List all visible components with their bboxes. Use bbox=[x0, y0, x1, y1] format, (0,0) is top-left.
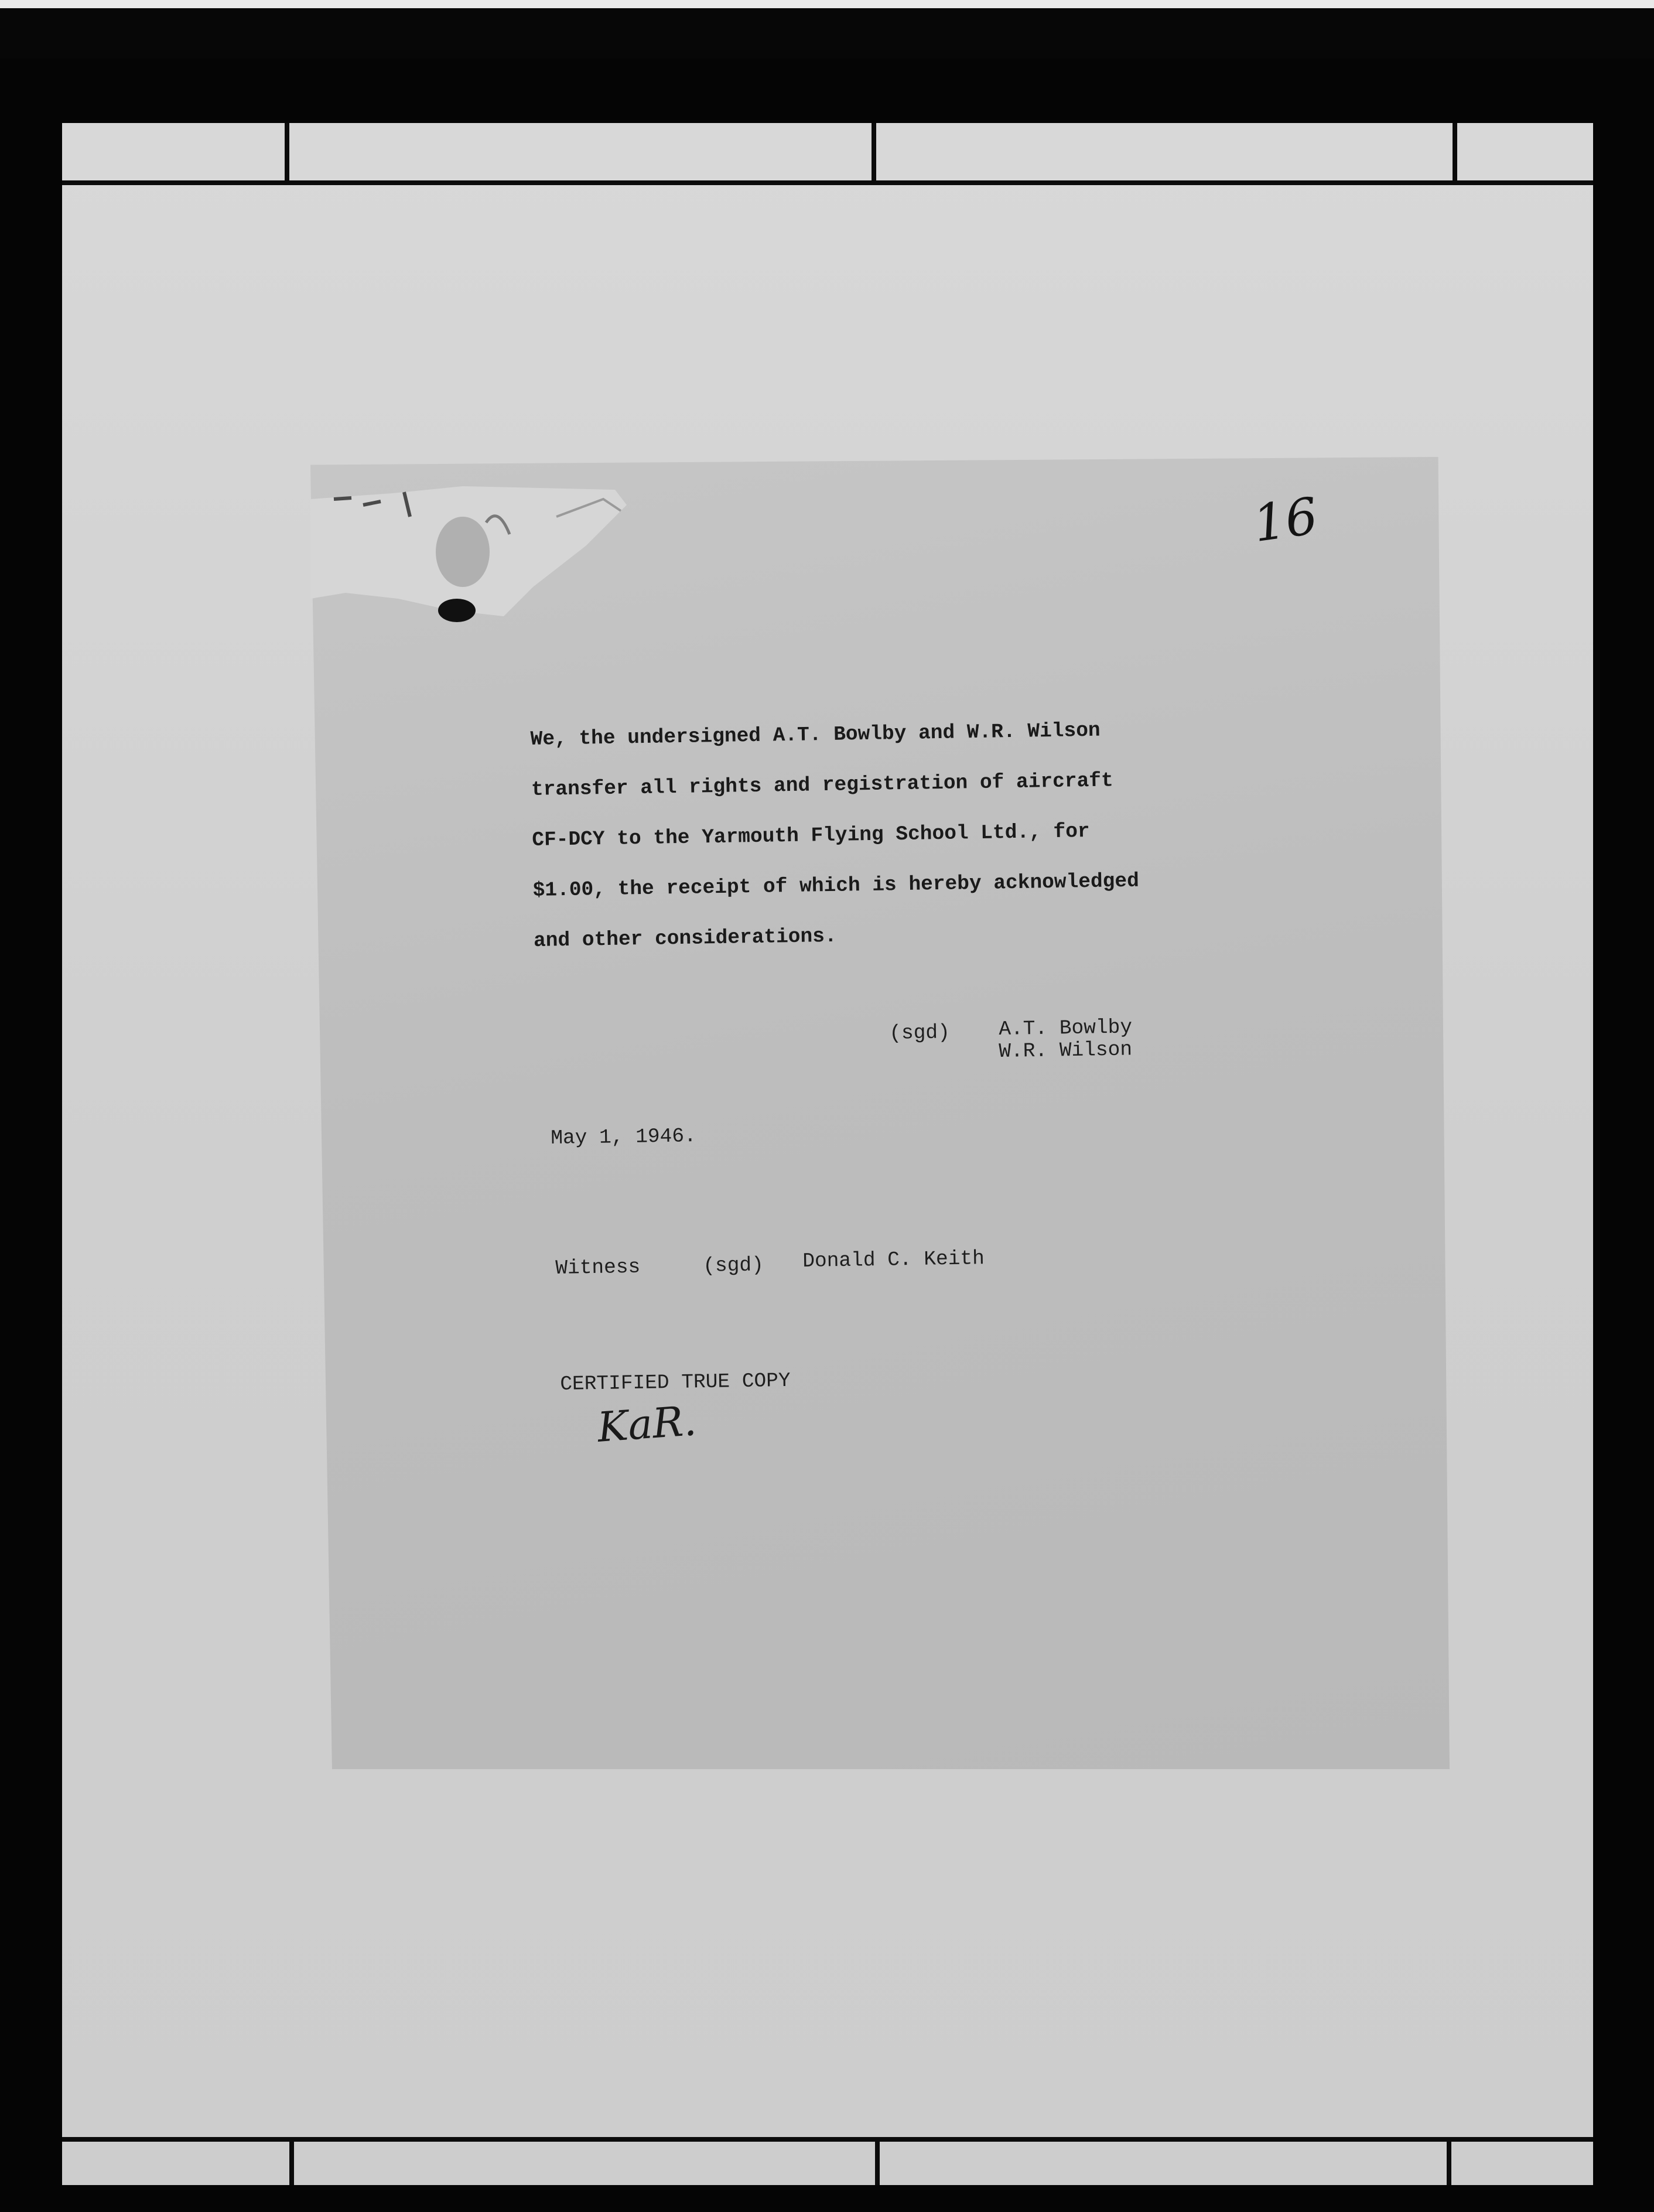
transfer-statement bbox=[530, 704, 1237, 967]
statement-line: $1.00, the receipt of which is hereby acknowledged bbox=[532, 869, 1140, 902]
statement-line: CF-DCY to the Yarmouth Flying School Ltd., for bbox=[532, 820, 1090, 852]
frame-tick bbox=[872, 123, 876, 182]
frame-tick bbox=[1447, 2138, 1451, 2185]
witness-label: Witness bbox=[555, 1255, 641, 1280]
certification-label: CERTIFIED TRUE COPY bbox=[560, 1369, 791, 1396]
film-edge bbox=[0, 0, 1654, 59]
frame-top-rule bbox=[62, 180, 1593, 185]
frame-tick bbox=[875, 2138, 880, 2185]
document-date: May 1, 1946. bbox=[551, 1125, 697, 1150]
signatory-name: A.T. Bowlby bbox=[999, 1016, 1133, 1041]
frame-tick bbox=[1453, 123, 1457, 182]
statement-line: and other considerations. bbox=[533, 924, 837, 953]
statement-line: transfer all rights and registration of aircraft bbox=[531, 769, 1113, 801]
frame-tick bbox=[285, 123, 289, 182]
witness-name: Donald C. Keith bbox=[802, 1247, 985, 1273]
torn-corner-mark bbox=[310, 482, 638, 634]
signature-sgd-label: (sgd) bbox=[889, 1021, 951, 1045]
witness-sgd-label: (sgd) bbox=[703, 1254, 764, 1278]
statement-line: We, the undersigned A.T. Bowlby and W.R. Wilson bbox=[530, 719, 1101, 751]
page-number: 16 bbox=[1249, 486, 1321, 554]
document-sheet bbox=[310, 457, 1450, 1769]
frame-tick bbox=[289, 2138, 294, 2185]
certification-initials: KaR. bbox=[596, 1397, 698, 1452]
signatory-name: W.R. Wilson bbox=[999, 1038, 1133, 1063]
